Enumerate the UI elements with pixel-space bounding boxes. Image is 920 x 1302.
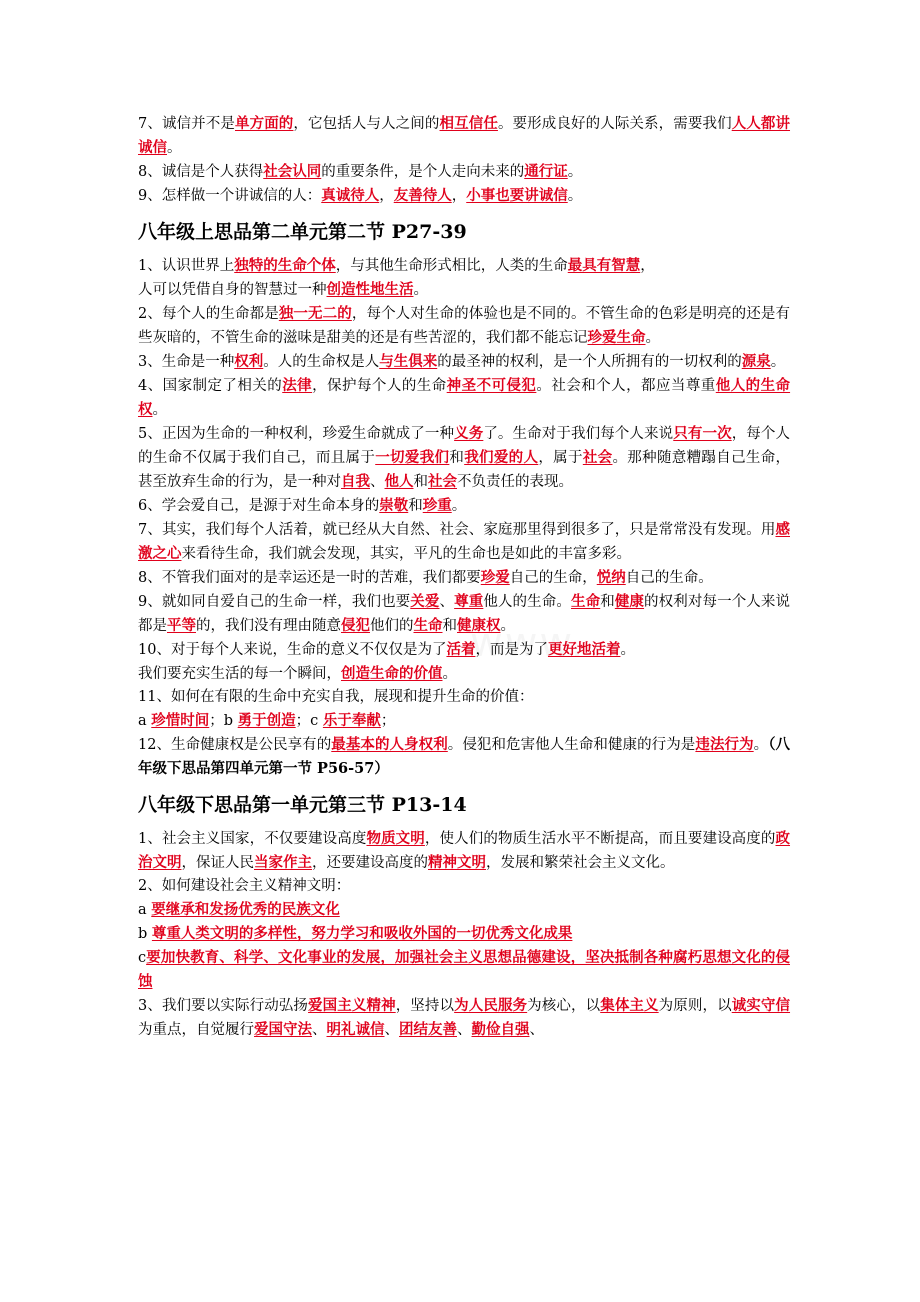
body-text: 9、就如同自爱自己的生命一样，我们也要 [138, 594, 411, 610]
answer-text: 违法行为 [695, 736, 754, 753]
body-text: 自己的生命， [509, 570, 597, 586]
paragraph [138, 566, 790, 590]
body-text: 12、生命健康权是公民享有的 [138, 737, 332, 753]
body-text: 7、其实，我们每个人活着，就已经从大自然、社会、家庭那里得到很多了，只是常常没有发现。用 [138, 522, 776, 538]
body-text: ，发展和繁荣社会主义文化。 [486, 855, 675, 871]
body-text: 、 [312, 1022, 327, 1038]
answer-text: 珍爱 [480, 569, 510, 586]
paragraph [138, 898, 790, 922]
answer-text: 他人的生命权 [138, 377, 791, 418]
answer-text: 政治文明 [138, 830, 791, 871]
body-text: 。那种随意糟蹋自己生命，甚至放弃生命的行为，是一种对 [138, 450, 791, 490]
body-text: 。 [770, 354, 786, 370]
body-text: 。 [567, 164, 583, 180]
paragraph [138, 278, 790, 302]
answer-text: 珍重 [422, 497, 452, 514]
body-text: ；b [209, 713, 238, 729]
paragraph [138, 374, 790, 422]
body-text: 。社会和个人，都应当尊重 [536, 378, 716, 394]
body-text: 。侵犯和危害他人生命和健康的行为是 [447, 737, 696, 753]
paragraph [138, 994, 790, 1042]
body-text: 自己的生命。 [625, 570, 713, 586]
answer-text: 爱国守法 [254, 1021, 312, 1038]
answer-text: 生命 [413, 617, 443, 634]
answer-text: 创造生命的价值 [341, 665, 443, 682]
body-text: 的，我们没有理由随意 [196, 618, 341, 634]
answer-text: 健康 [614, 593, 645, 610]
body-text: a [138, 713, 152, 729]
answer-text: 团结友善 [399, 1021, 457, 1038]
body-text: 不负责任的表现。 [457, 474, 573, 490]
body-text: 的最圣神的权利，是一个人所拥有的一切权利的 [437, 354, 742, 370]
body-text: 。 [645, 330, 660, 346]
body-text: 8、不管我们面对的是幸运还是一时的苦难，我们都要 [138, 570, 481, 586]
body-text: 8、诚信是个人获得 [138, 164, 264, 180]
body-text: 来看待生命，我们就会发现，其实，平凡的生命也是如此的丰富多彩。 [181, 546, 631, 562]
paragraph [138, 494, 790, 518]
body-text: ， [451, 188, 467, 204]
body-text: 4、国家制定了相关的 [138, 378, 283, 394]
body-text: ， [379, 188, 394, 204]
answer-text: 友善待人 [393, 187, 452, 204]
paragraph [138, 518, 790, 566]
body-text: 他人的生命。 [483, 594, 571, 610]
body-text: 和 [442, 618, 457, 634]
paragraph [138, 422, 790, 494]
paragraph [138, 160, 790, 184]
body-text: 为原则，以 [658, 998, 732, 1014]
answer-text: 感激之心 [138, 521, 790, 562]
answer-text: 集体主义 [600, 997, 659, 1014]
answer-text: 为人民服务 [454, 997, 528, 1014]
body-text: 了。生命对于我们每个人来说 [483, 426, 674, 442]
answer-text: 我们爱的人 [464, 449, 539, 466]
answer-text: 一切爱我们 [375, 449, 450, 466]
answer-text: 社会认同 [263, 163, 322, 180]
body-text: 、 [384, 1022, 399, 1038]
answer-text: 与生俱来 [379, 353, 438, 370]
answer-text: 法律 [282, 377, 313, 394]
answer-text: 侵犯 [341, 617, 370, 634]
body-text: 。 [753, 737, 769, 753]
answer-text: 悦纳 [596, 569, 626, 586]
body-text: 人可以凭借自身的智慧过一种 [138, 282, 327, 298]
answer-text: 只有一次 [673, 425, 732, 442]
answer-text: 尊重人类文明的多样性，努力学习和吸收外国的一切优秀文化成果 [151, 925, 573, 942]
body-text: ，属于 [538, 450, 583, 466]
body-text: 他们的 [370, 618, 414, 634]
body-text: ，坚持以 [395, 998, 455, 1014]
body-text: ，而是为了 [475, 642, 548, 658]
body-text: 、 [370, 474, 385, 490]
answer-text: 勇于创造 [237, 712, 296, 729]
body-text: 3、我们要以实际行动弘扬 [138, 998, 309, 1014]
body-text: ，每个人的生命不仅属于我们自己，而且属于 [138, 426, 791, 466]
answer-text: 诚实守信 [731, 997, 791, 1014]
body-text: ， [640, 258, 655, 274]
body-text: 我们要充实生活的每一个瞬间， [138, 666, 341, 682]
answer-text: 最具有智慧 [567, 257, 641, 274]
body-text: 和 [408, 498, 423, 514]
answer-text: 社会 [428, 473, 457, 490]
body-text: ；c [295, 713, 323, 729]
body-text: 1、认识世界上 [138, 258, 235, 274]
answer-text: 源泉 [741, 353, 771, 370]
answer-text: 真诚待人 [321, 187, 380, 204]
answer-text: 健康权 [457, 617, 501, 634]
answer-text: 珍爱生命 [587, 329, 646, 346]
answer-text: 要加快教育、科学、文化事业的发展，加强社会主义思想品德建设，坚决抵制各种腐朽思想文化的侵蚀 [138, 949, 790, 990]
body-text: 。 [152, 402, 167, 418]
document-body [138, 112, 790, 1042]
answer-text: 他人 [384, 473, 414, 490]
body-text: 为重点，自觉履行 [138, 1022, 254, 1038]
body-text: 7、诚信并不是 [138, 116, 235, 132]
body-text: 。 [413, 282, 428, 298]
reference-note: （八年级下思品第四单元第一节 P56-57） [138, 736, 791, 777]
answer-text: 更好地活着 [547, 641, 621, 658]
paragraph [138, 709, 790, 733]
answer-text: 独特的生命个体 [234, 257, 336, 274]
answer-text: 尊重 [454, 593, 484, 610]
paragraph [138, 302, 790, 350]
answer-text: 要继承和发扬优秀的民族文化 [151, 901, 340, 918]
body-text: 5、正因为生命的一种权利，珍爱生命就成了一种 [138, 426, 455, 442]
body-text: a [138, 902, 152, 918]
paragraph [138, 733, 790, 781]
answer-text: 平等 [167, 617, 196, 634]
body-text: 和 [413, 474, 428, 490]
body-text: c [138, 950, 147, 966]
body-text: 的重要条件，是个人走向未来的 [321, 164, 525, 180]
answer-text: 物质文明 [366, 830, 425, 847]
answer-text: 勤俭自强 [471, 1021, 530, 1038]
answer-text: 生命 [571, 593, 601, 610]
paragraph [138, 875, 790, 898]
body-text: 6、学会爱自己，是源于对生命本身的 [138, 498, 380, 514]
answer-text: 爱国主义精神 [308, 997, 396, 1014]
answer-text: 权利 [234, 353, 264, 370]
body-text: 、 [529, 1022, 544, 1038]
answer-text: 崇敬 [379, 497, 409, 514]
paragraph [138, 254, 790, 278]
answer-text: 义务 [454, 425, 484, 442]
body-text: ，每个人对生命的体验也是不同的。不管生命的色彩是明亮的还是有些灰暗的，不管生命的滋味是甜美的还是有些苦涩的，我们都不能忘记 [138, 306, 790, 346]
body-text: 。 [500, 618, 515, 634]
answer-text: 单方面的 [234, 115, 294, 132]
paragraph [138, 946, 790, 994]
body-text: ，保护每个人的生命 [312, 378, 447, 394]
body-text: 、 [439, 594, 455, 610]
answer-text: 明礼诚信 [326, 1021, 385, 1038]
answer-text: 通行证 [524, 163, 568, 180]
body-text: 1、社会主义国家，不仅要建设高度 [138, 831, 367, 847]
body-text: 和 [449, 450, 465, 466]
answer-text: 活着 [446, 641, 476, 658]
answer-text: 关爱 [410, 593, 440, 610]
body-text: 为核心，以 [527, 998, 601, 1014]
body-text: 10、对于每个人来说，生命的意义不仅仅是为了 [138, 642, 447, 658]
body-text: ，还要建设高度的 [312, 855, 428, 871]
body-text: ； [380, 713, 396, 729]
body-text: ，它包括人与人之间的 [293, 116, 440, 132]
body-text: 和 [600, 594, 615, 610]
answer-text: 社会 [582, 449, 613, 466]
body-text: ，保证人民 [181, 855, 254, 871]
section-heading: 八年级上思品第二单元第二节 P27-39 [138, 221, 467, 243]
paragraph [138, 590, 790, 638]
paragraph [138, 184, 790, 208]
answer-text: 精神文明 [428, 854, 486, 871]
body-text: 9、怎样做一个讲诚信的人： [138, 188, 322, 204]
body-text: 3、生命是一种 [138, 354, 235, 370]
answer-text: 独一无二的 [278, 305, 352, 322]
section-heading: 八年级下思品第一单元第三节 P13-14 [138, 794, 467, 816]
answer-text: 人人都讲诚信 [138, 115, 791, 156]
body-text: 的权利对每一个人来说都是 [138, 594, 791, 634]
body-text: 、 [457, 1022, 472, 1038]
answer-text: 神圣不可侵犯 [446, 377, 537, 394]
paragraph [138, 350, 790, 374]
paragraph [138, 662, 790, 686]
body-text: 。 [567, 188, 583, 204]
answer-text: 创造性地生活 [326, 281, 414, 298]
body-text: b [138, 926, 152, 942]
body-text: 。 [167, 140, 182, 156]
paragraph [138, 827, 790, 875]
answer-text: 相互信任 [439, 115, 498, 132]
paragraph [138, 112, 790, 160]
body-text: 。人的生命权是人 [263, 354, 380, 370]
body-text: 。 [620, 642, 635, 658]
answer-text: 小事也要讲诚信 [466, 187, 568, 204]
paragraph [138, 638, 790, 662]
body-text: 2、每个人的生命都是 [138, 306, 279, 322]
body-text: 11、如何在有限的生命中充实自我，展现和提升生命的价值： [138, 689, 534, 705]
body-text: ，使人们的物质生活水平不断提高，而且要建设高度的 [424, 831, 776, 847]
paragraph [138, 922, 790, 946]
paragraph [138, 686, 790, 709]
answer-text: 珍惜时间 [151, 712, 210, 729]
body-text: 2、如何建设社会主义精神文明： [138, 878, 351, 894]
body-text: 。 [451, 498, 467, 514]
answer-text: 自我 [341, 473, 370, 490]
answer-text: 最基本的人身权利 [331, 736, 448, 753]
answer-text: 当家作主 [254, 854, 312, 871]
answer-text: 乐于奉献 [322, 712, 381, 729]
body-text: 。 [442, 666, 457, 682]
body-text: 。要形成良好的人际关系，需要我们 [497, 116, 732, 132]
body-text: ，与其他生命形式相比，人类的生命 [335, 258, 568, 274]
